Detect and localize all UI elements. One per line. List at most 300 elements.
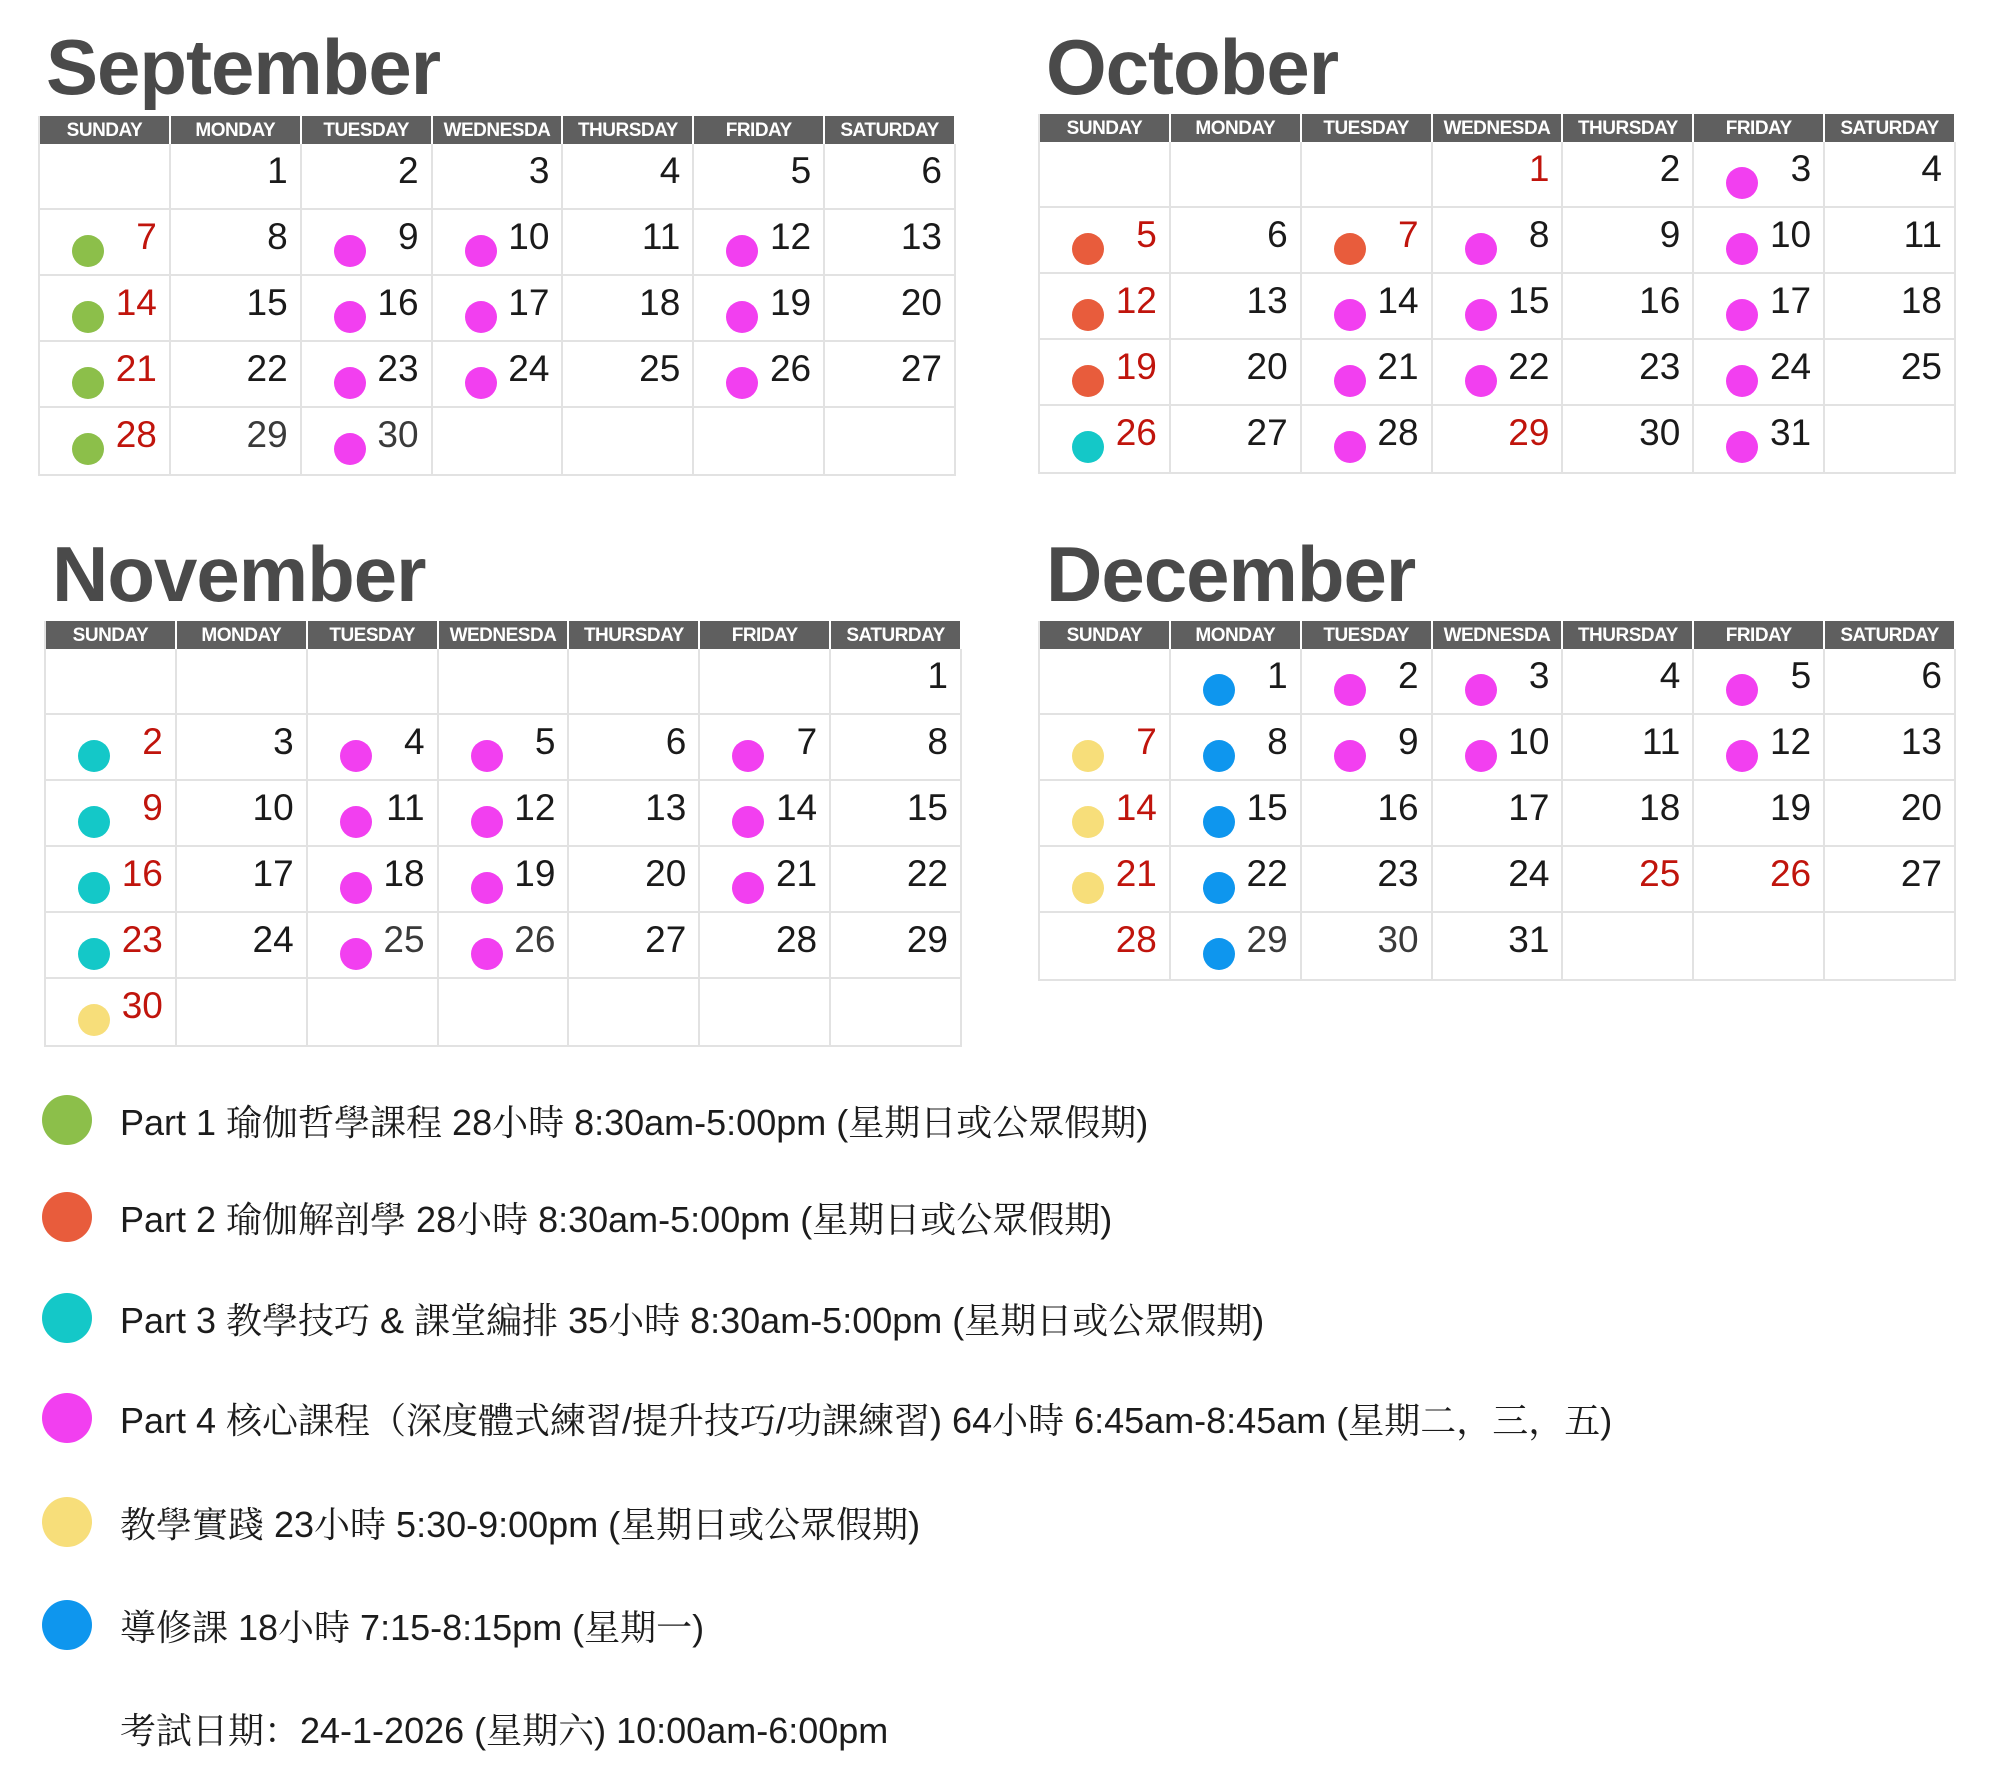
day-number: 22 bbox=[906, 853, 948, 894]
day-number: 5 bbox=[790, 150, 812, 191]
day-number: 15 bbox=[906, 787, 948, 828]
empty-cell bbox=[1302, 142, 1433, 208]
weekday-header: SUNDAY bbox=[1040, 114, 1171, 142]
day-number: 21 bbox=[1377, 346, 1419, 387]
magenta-dot-icon bbox=[465, 235, 497, 267]
day-cell bbox=[1171, 274, 1302, 340]
day-cell bbox=[569, 913, 700, 979]
legend-label: Part 4 核心課程（深度體式練習/提升技巧/功課練習) 64小時 6:45am-8:45am (星期二，三，五) bbox=[120, 1399, 1613, 1441]
day-cell bbox=[302, 276, 433, 342]
magenta-dot-icon bbox=[340, 806, 372, 838]
day-cell bbox=[40, 342, 171, 408]
day-cell bbox=[302, 342, 433, 408]
blue-dot-icon bbox=[1203, 806, 1235, 838]
day-number: 9 bbox=[142, 787, 163, 828]
empty-cell bbox=[46, 649, 177, 715]
weekday-header: TUESDAY bbox=[1302, 621, 1433, 649]
day-number: 8 bbox=[1267, 721, 1288, 762]
day-cell bbox=[1563, 340, 1694, 406]
day-cell bbox=[40, 408, 171, 474]
empty-cell bbox=[1171, 142, 1302, 208]
day-number: 24 bbox=[252, 919, 294, 960]
day-number: 17 bbox=[1769, 280, 1812, 321]
day-number: 5 bbox=[534, 721, 556, 762]
day-cell bbox=[694, 144, 825, 210]
day-cell bbox=[831, 781, 962, 847]
month-title: October bbox=[1046, 23, 1339, 111]
day-cell bbox=[1171, 847, 1302, 913]
day-cell bbox=[1433, 781, 1564, 847]
exam-date bbox=[42, 1698, 888, 1758]
day-cell bbox=[831, 715, 962, 781]
day-number: 1 bbox=[927, 655, 948, 696]
day-cell bbox=[563, 342, 694, 408]
day-number: 24 bbox=[508, 348, 550, 389]
yellow-dot-icon bbox=[1072, 740, 1104, 772]
day-cell bbox=[1825, 781, 1956, 847]
day-cell bbox=[1040, 208, 1171, 274]
day-number: 25 bbox=[639, 348, 681, 389]
day-number: 20 bbox=[1900, 787, 1942, 828]
day-cell bbox=[694, 342, 825, 408]
legend-label: Part 2 瑜伽解剖學 28小時 8:30am-5:00pm (星期日或公眾假期) bbox=[120, 1198, 1113, 1240]
day-cell bbox=[1825, 847, 1956, 913]
day-number: 28 bbox=[1377, 412, 1419, 453]
empty-cell bbox=[569, 649, 700, 715]
day-cell bbox=[1433, 715, 1564, 781]
day-number: 18 bbox=[1639, 787, 1681, 828]
empty-cell bbox=[308, 979, 439, 1045]
day-number: 18 bbox=[1900, 280, 1942, 321]
day-number: 6 bbox=[1267, 214, 1288, 255]
day-cell bbox=[569, 847, 700, 913]
day-cell bbox=[1302, 406, 1433, 472]
yellow-dot-icon bbox=[1072, 872, 1104, 904]
weekday-header: WEDNESDA bbox=[433, 116, 564, 144]
day-cell bbox=[302, 144, 433, 210]
day-number: 14 bbox=[115, 282, 157, 323]
month-grid bbox=[1038, 114, 1956, 474]
magenta-dot-icon bbox=[1726, 167, 1758, 199]
day-cell bbox=[831, 913, 962, 979]
day-number: 12 bbox=[1769, 721, 1812, 762]
magenta-dot-icon bbox=[465, 301, 497, 333]
teal-dot-icon bbox=[78, 938, 110, 970]
empty-cell bbox=[563, 408, 694, 474]
weekday-header: SATURDAY bbox=[1825, 114, 1956, 142]
day-number: 13 bbox=[1900, 721, 1942, 762]
empty-cell bbox=[1563, 913, 1694, 979]
day-number: 5 bbox=[1136, 214, 1157, 255]
magenta-dot-icon bbox=[1726, 233, 1758, 265]
day-cell bbox=[1825, 274, 1956, 340]
teal-dot-icon bbox=[1072, 431, 1104, 463]
magenta-dot-icon bbox=[1334, 674, 1366, 706]
day-number: 26 bbox=[769, 348, 812, 389]
day-cell bbox=[1563, 142, 1694, 208]
day-number: 23 bbox=[1639, 346, 1681, 387]
empty-cell bbox=[177, 649, 308, 715]
magenta-dot-icon bbox=[471, 806, 503, 838]
day-number: 10 bbox=[1769, 214, 1812, 255]
day-cell bbox=[1171, 913, 1302, 979]
day-number: 20 bbox=[900, 282, 942, 323]
day-number: 26 bbox=[514, 919, 556, 960]
day-number: 28 bbox=[775, 919, 818, 960]
day-number: 16 bbox=[121, 853, 163, 894]
day-cell bbox=[1302, 781, 1433, 847]
magenta-dot-icon bbox=[1334, 740, 1366, 772]
empty-cell bbox=[825, 408, 956, 474]
magenta-dot-icon bbox=[334, 301, 366, 333]
day-number: 14 bbox=[775, 787, 818, 828]
day-number: 19 bbox=[1115, 346, 1157, 387]
empty-cell bbox=[433, 408, 564, 474]
day-cell bbox=[1433, 847, 1564, 913]
day-number: 22 bbox=[1508, 346, 1550, 387]
day-number: 24 bbox=[1769, 346, 1812, 387]
legend-label: Part 1 瑜伽哲學課程 28小時 8:30am-5:00pm (星期日或公眾假期) bbox=[120, 1101, 1149, 1143]
day-number: 23 bbox=[1377, 853, 1419, 894]
day-cell bbox=[1433, 913, 1564, 979]
day-cell bbox=[1825, 340, 1956, 406]
yellow-dot-icon bbox=[1072, 806, 1104, 838]
day-cell bbox=[439, 781, 570, 847]
day-cell bbox=[433, 144, 564, 210]
day-number: 31 bbox=[1769, 412, 1812, 453]
month-grid bbox=[44, 621, 962, 1047]
day-cell bbox=[302, 408, 433, 474]
empty-cell bbox=[831, 979, 962, 1045]
day-cell bbox=[1433, 649, 1564, 715]
day-number: 19 bbox=[1769, 787, 1812, 828]
day-cell bbox=[1302, 649, 1433, 715]
day-cell bbox=[1694, 649, 1825, 715]
day-cell bbox=[563, 144, 694, 210]
day-cell bbox=[1694, 715, 1825, 781]
day-cell bbox=[46, 781, 177, 847]
day-cell bbox=[831, 847, 962, 913]
day-cell bbox=[1302, 340, 1433, 406]
day-number: 25 bbox=[383, 919, 425, 960]
day-cell bbox=[563, 276, 694, 342]
weekday-header: SATURDAY bbox=[1825, 621, 1956, 649]
day-number: 18 bbox=[639, 282, 681, 323]
orange-dot-icon bbox=[1334, 233, 1366, 265]
day-cell bbox=[1694, 847, 1825, 913]
empty-cell bbox=[1694, 913, 1825, 979]
day-number: 15 bbox=[246, 282, 288, 323]
day-number: 8 bbox=[267, 216, 288, 257]
day-cell bbox=[1433, 340, 1564, 406]
green-dot-icon bbox=[72, 301, 104, 333]
day-number: 2 bbox=[1397, 655, 1419, 696]
day-cell bbox=[308, 781, 439, 847]
green-dot-icon bbox=[42, 1095, 92, 1145]
day-cell bbox=[569, 781, 700, 847]
day-cell bbox=[46, 715, 177, 781]
day-cell bbox=[177, 847, 308, 913]
day-number: 2 bbox=[397, 150, 419, 191]
day-cell bbox=[694, 276, 825, 342]
day-cell bbox=[825, 276, 956, 342]
day-number: 14 bbox=[1377, 280, 1419, 321]
day-number: 11 bbox=[1641, 721, 1681, 762]
day-number: 16 bbox=[377, 282, 419, 323]
day-cell bbox=[1302, 715, 1433, 781]
weekday-header: SATURDAY bbox=[825, 116, 956, 144]
weekday-header: SUNDAY bbox=[1040, 621, 1171, 649]
weekday-header: SUNDAY bbox=[46, 621, 177, 649]
day-number: 9 bbox=[1397, 721, 1419, 762]
magenta-dot-icon bbox=[340, 872, 372, 904]
day-number: 1 bbox=[1267, 655, 1288, 696]
day-number: 20 bbox=[645, 853, 687, 894]
day-cell bbox=[1171, 340, 1302, 406]
weekday-header: THURSDAY bbox=[1563, 621, 1694, 649]
day-number: 26 bbox=[1769, 853, 1812, 894]
teal-dot-icon bbox=[42, 1293, 92, 1343]
day-number: 4 bbox=[1921, 148, 1942, 189]
day-cell bbox=[46, 913, 177, 979]
day-cell bbox=[1040, 715, 1171, 781]
magenta-dot-icon bbox=[726, 367, 758, 399]
day-cell bbox=[1825, 715, 1956, 781]
day-number: 4 bbox=[403, 721, 425, 762]
weekday-header: SUNDAY bbox=[40, 116, 171, 144]
day-number: 18 bbox=[383, 853, 425, 894]
day-number: 25 bbox=[1900, 346, 1942, 387]
day-number: 17 bbox=[1508, 787, 1550, 828]
teal-dot-icon bbox=[78, 806, 110, 838]
weekday-header: WEDNESDA bbox=[439, 621, 570, 649]
day-number: 27 bbox=[645, 919, 687, 960]
magenta-dot-icon bbox=[465, 367, 497, 399]
day-number: 10 bbox=[1508, 721, 1550, 762]
day-cell bbox=[439, 715, 570, 781]
day-number: 3 bbox=[1790, 148, 1812, 189]
magenta-dot-icon bbox=[1465, 365, 1497, 397]
day-cell bbox=[825, 144, 956, 210]
magenta-dot-icon bbox=[1334, 365, 1366, 397]
day-number: 30 bbox=[1639, 412, 1681, 453]
day-cell bbox=[1302, 274, 1433, 340]
day-cell bbox=[1563, 274, 1694, 340]
magenta-dot-icon bbox=[340, 740, 372, 772]
weekday-header: WEDNESDA bbox=[1433, 621, 1564, 649]
day-cell bbox=[1694, 406, 1825, 472]
month-grid bbox=[1038, 621, 1956, 981]
day-cell bbox=[46, 847, 177, 913]
day-cell bbox=[1040, 274, 1171, 340]
day-number: 9 bbox=[1659, 214, 1681, 255]
day-cell bbox=[1825, 208, 1956, 274]
day-cell bbox=[1433, 142, 1564, 208]
teal-dot-icon bbox=[78, 740, 110, 772]
day-number: 4 bbox=[1659, 655, 1681, 696]
day-cell bbox=[439, 847, 570, 913]
day-cell bbox=[1040, 847, 1171, 913]
magenta-dot-icon bbox=[1726, 431, 1758, 463]
day-cell bbox=[694, 210, 825, 276]
day-number: 7 bbox=[1136, 721, 1157, 762]
legend-item-part2 bbox=[42, 1187, 1112, 1247]
blue-dot-icon bbox=[1203, 872, 1235, 904]
day-number: 31 bbox=[1508, 919, 1550, 960]
day-cell bbox=[700, 913, 831, 979]
day-number: 25 bbox=[1639, 853, 1681, 894]
green-dot-icon bbox=[72, 235, 104, 267]
magenta-dot-icon bbox=[732, 740, 764, 772]
day-number: 19 bbox=[769, 282, 812, 323]
day-cell bbox=[563, 210, 694, 276]
legend-item-part1 bbox=[42, 1090, 1148, 1150]
month-title: November bbox=[52, 530, 426, 618]
day-number: 7 bbox=[796, 721, 818, 762]
day-number: 29 bbox=[1508, 412, 1550, 453]
day-cell bbox=[433, 210, 564, 276]
green-dot-icon bbox=[72, 433, 104, 465]
day-cell bbox=[1040, 781, 1171, 847]
blue-dot-icon bbox=[1203, 740, 1235, 772]
magenta-dot-icon bbox=[1465, 674, 1497, 706]
day-number: 11 bbox=[641, 216, 681, 257]
day-cell bbox=[1694, 208, 1825, 274]
legend-item-part4 bbox=[42, 1388, 1612, 1448]
day-cell bbox=[1825, 142, 1956, 208]
day-cell bbox=[1563, 649, 1694, 715]
day-cell bbox=[1171, 208, 1302, 274]
day-number: 13 bbox=[1246, 280, 1288, 321]
magenta-dot-icon bbox=[726, 301, 758, 333]
legend-item-tutorial bbox=[42, 1595, 704, 1655]
exam-date-label: 考試日期：24-1-2026 (星期六) 10:00am-6:00pm bbox=[120, 1709, 889, 1751]
day-cell bbox=[308, 913, 439, 979]
day-number: 12 bbox=[514, 787, 556, 828]
blue-dot-icon bbox=[42, 1600, 92, 1650]
teal-dot-icon bbox=[78, 872, 110, 904]
day-cell bbox=[171, 342, 302, 408]
day-cell bbox=[439, 913, 570, 979]
empty-cell bbox=[569, 979, 700, 1045]
day-number: 14 bbox=[1115, 787, 1157, 828]
day-cell bbox=[1302, 913, 1433, 979]
day-number: 21 bbox=[115, 348, 157, 389]
day-number: 23 bbox=[377, 348, 419, 389]
magenta-dot-icon bbox=[471, 740, 503, 772]
day-number: 12 bbox=[769, 216, 812, 257]
day-cell bbox=[1694, 340, 1825, 406]
day-cell bbox=[171, 276, 302, 342]
day-number: 13 bbox=[645, 787, 687, 828]
day-number: 16 bbox=[1639, 280, 1681, 321]
legend-label: 導修課 18小時 7:15-8:15pm (星期一) bbox=[120, 1606, 705, 1648]
magenta-dot-icon bbox=[471, 938, 503, 970]
day-cell bbox=[40, 210, 171, 276]
day-cell bbox=[569, 715, 700, 781]
day-number: 30 bbox=[121, 985, 163, 1026]
empty-cell bbox=[1825, 406, 1956, 472]
empty-cell bbox=[694, 408, 825, 474]
weekday-header: THURSDAY bbox=[569, 621, 700, 649]
day-number: 27 bbox=[1900, 853, 1942, 894]
day-number: 10 bbox=[508, 216, 550, 257]
day-number: 23 bbox=[121, 919, 163, 960]
orange-dot-icon bbox=[1072, 299, 1104, 331]
day-cell bbox=[825, 342, 956, 408]
magenta-dot-icon bbox=[1465, 233, 1497, 265]
magenta-dot-icon bbox=[42, 1393, 92, 1443]
day-cell bbox=[1563, 406, 1694, 472]
day-number: 22 bbox=[1246, 853, 1288, 894]
day-cell bbox=[1040, 406, 1171, 472]
magenta-dot-icon bbox=[1465, 740, 1497, 772]
magenta-dot-icon bbox=[1334, 431, 1366, 463]
magenta-dot-icon bbox=[334, 235, 366, 267]
day-cell bbox=[1694, 142, 1825, 208]
day-cell bbox=[831, 649, 962, 715]
day-cell bbox=[40, 276, 171, 342]
weekday-header: THURSDAY bbox=[563, 116, 694, 144]
empty-cell bbox=[1040, 649, 1171, 715]
day-cell bbox=[1694, 274, 1825, 340]
day-cell bbox=[1433, 208, 1564, 274]
empty-cell bbox=[700, 649, 831, 715]
day-cell bbox=[700, 781, 831, 847]
magenta-dot-icon bbox=[1465, 299, 1497, 331]
magenta-dot-icon bbox=[1726, 674, 1758, 706]
day-cell bbox=[700, 847, 831, 913]
day-number: 16 bbox=[1377, 787, 1419, 828]
month-grid bbox=[38, 116, 956, 476]
empty-cell bbox=[700, 979, 831, 1045]
day-cell bbox=[1694, 781, 1825, 847]
day-cell bbox=[700, 715, 831, 781]
weekday-header: MONDAY bbox=[177, 621, 308, 649]
day-number: 29 bbox=[906, 919, 948, 960]
day-number: 1 bbox=[1528, 148, 1550, 189]
weekday-header: THURSDAY bbox=[1563, 114, 1694, 142]
magenta-dot-icon bbox=[1334, 299, 1366, 331]
day-number: 3 bbox=[1528, 655, 1550, 696]
day-cell bbox=[302, 210, 433, 276]
day-cell bbox=[433, 342, 564, 408]
day-cell bbox=[46, 979, 177, 1045]
month-title: December bbox=[1046, 530, 1416, 618]
day-number: 6 bbox=[1921, 655, 1942, 696]
magenta-dot-icon bbox=[726, 235, 758, 267]
day-cell bbox=[1563, 847, 1694, 913]
magenta-dot-icon bbox=[471, 872, 503, 904]
weekday-header: FRIDAY bbox=[1694, 114, 1825, 142]
magenta-dot-icon bbox=[1726, 299, 1758, 331]
empty-cell bbox=[439, 649, 570, 715]
empty-cell bbox=[1040, 142, 1171, 208]
day-number: 6 bbox=[665, 721, 687, 762]
weekday-header: FRIDAY bbox=[694, 116, 825, 144]
day-number: 1 bbox=[267, 150, 288, 191]
day-number: 8 bbox=[1528, 214, 1550, 255]
magenta-dot-icon bbox=[732, 872, 764, 904]
day-cell bbox=[1171, 406, 1302, 472]
weekday-header: FRIDAY bbox=[700, 621, 831, 649]
day-cell bbox=[1171, 649, 1302, 715]
day-cell bbox=[1433, 406, 1564, 472]
weekday-header: TUESDAY bbox=[308, 621, 439, 649]
day-number: 21 bbox=[775, 853, 818, 894]
legend-label: 教學實踐 23小時 5:30-9:00pm (星期日或公眾假期) bbox=[120, 1503, 921, 1545]
magenta-dot-icon bbox=[1726, 365, 1758, 397]
